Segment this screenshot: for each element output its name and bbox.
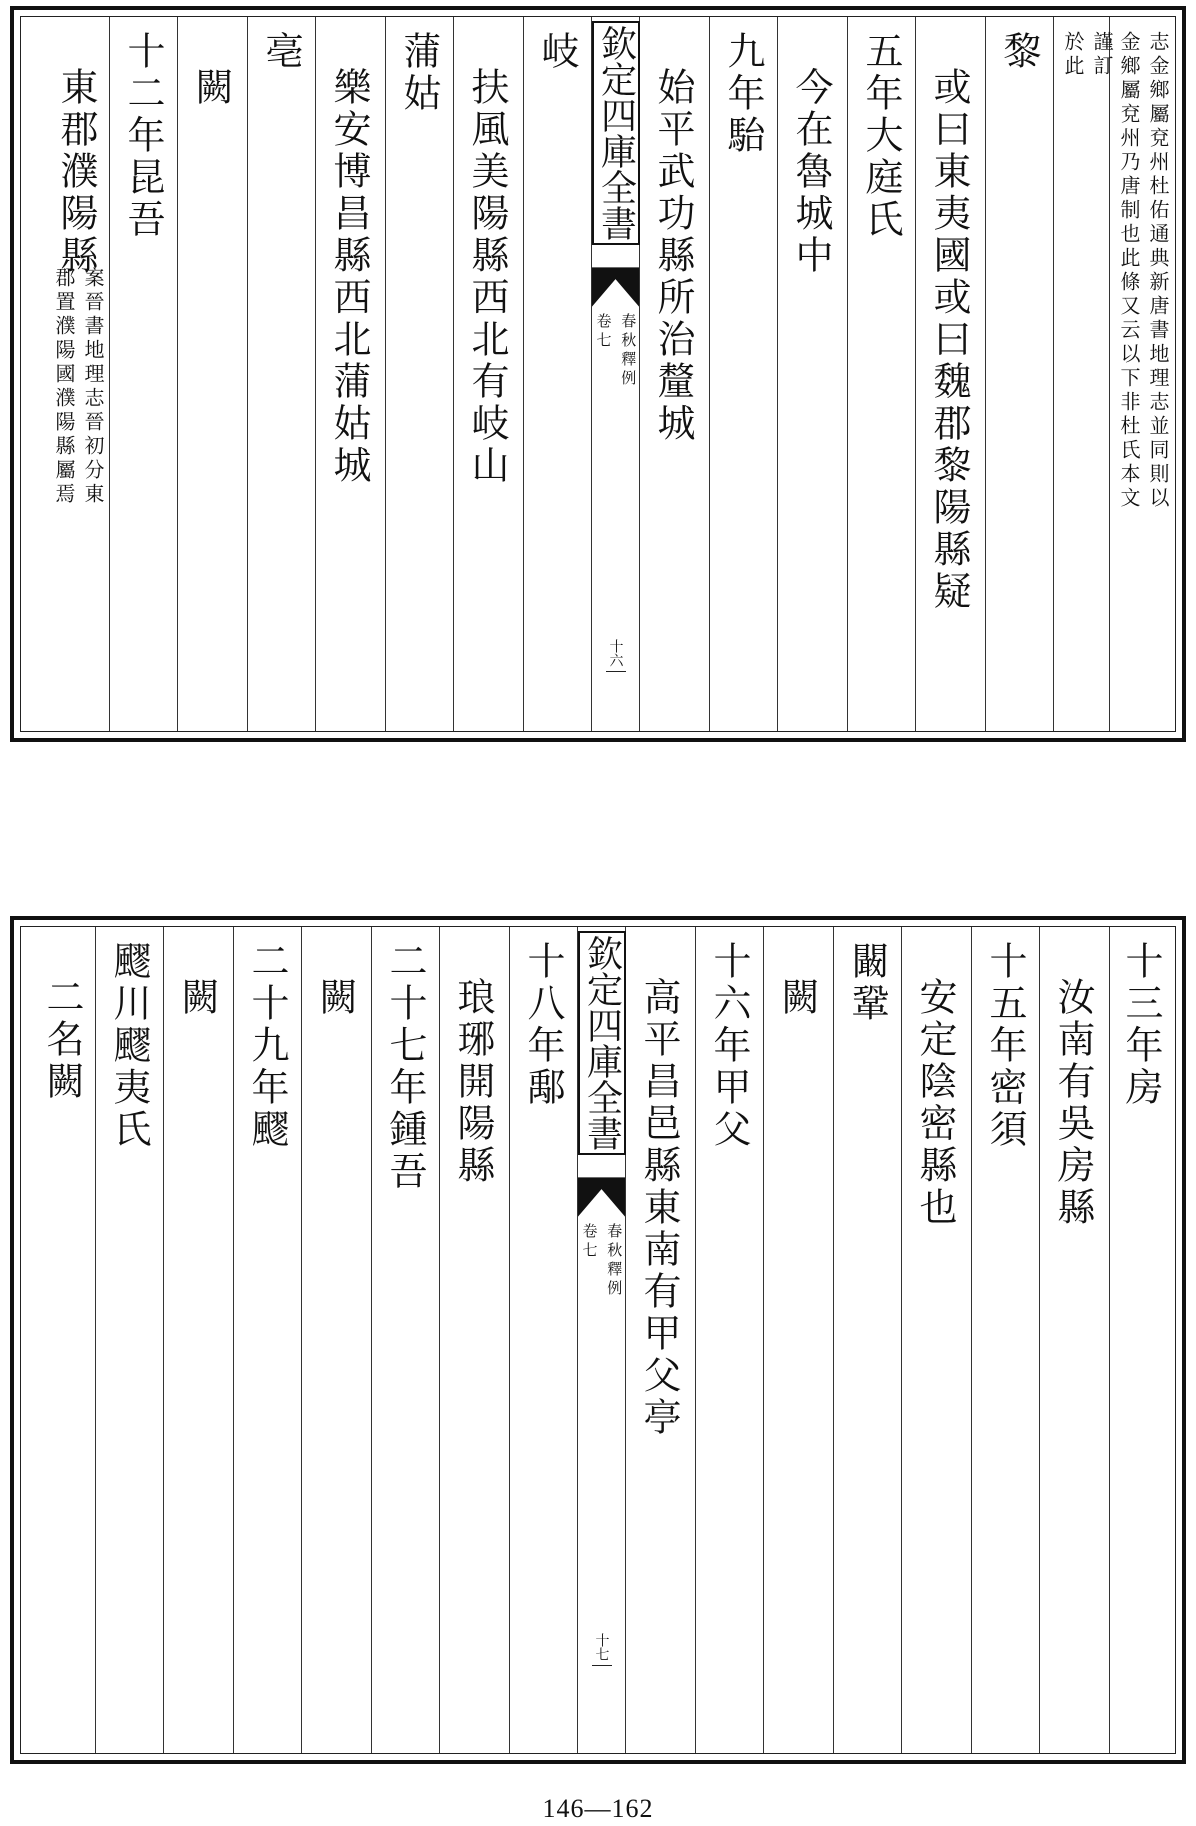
center-gutter [591, 17, 639, 731]
entry-heading: 亳 [259, 31, 303, 73]
text-column [233, 927, 301, 1753]
text-column [763, 927, 833, 1753]
entry-note: 闕 [775, 977, 819, 1019]
annotation-line: 金鄉屬兗州乃唐制也此條又云以下非杜氏本文 [1117, 31, 1141, 511]
annotation-line: 於此 [1061, 31, 1085, 79]
entry-heading: 黎 [997, 31, 1041, 73]
bottom-page [10, 916, 1186, 1764]
text-column [177, 17, 247, 731]
fish-tail-ornament [578, 1177, 625, 1217]
text-column [371, 927, 439, 1753]
annotation-line: 謹訂 [1090, 31, 1114, 79]
entry-heading: 十五年密須 [983, 941, 1027, 1151]
entry-heading: 十八年鄅 [521, 941, 565, 1109]
entry-note: 扶風美陽縣西北有岐山 [465, 67, 509, 487]
text-column [315, 17, 385, 731]
text-column [971, 927, 1039, 1753]
book-name: 春秋釋例 [605, 1223, 624, 1299]
entry-note: 或曰東夷國或曰魏郡黎陽縣疑 [927, 67, 971, 613]
entry-note: 琅琊開陽縣 [451, 977, 495, 1187]
entry-heading: 飂川飂夷氏 [107, 941, 151, 1151]
entry-heading: 二十九年飂 [245, 941, 289, 1151]
text-column [695, 927, 763, 1753]
text-column [439, 927, 509, 1753]
annotation-line: 郡置濮陽國濮陽縣屬焉 [52, 267, 76, 507]
folio-number: 十六 [606, 639, 626, 672]
entry-note: 今在魯城中 [789, 67, 833, 277]
top-page [10, 6, 1186, 742]
text-column [523, 17, 591, 731]
text-column [847, 17, 915, 731]
entry-heading: 二十七年鍾吾 [383, 941, 427, 1193]
entry-note: 汝南有吳房縣 [1051, 977, 1095, 1229]
entry-note: 東郡濮陽縣 [54, 67, 98, 277]
text-column [301, 927, 371, 1753]
text-column [509, 927, 577, 1753]
text-column [453, 17, 523, 731]
annotation-line: 案晉書地理志晉初分東 [81, 267, 105, 507]
text-column [95, 927, 163, 1753]
text-column [1039, 927, 1109, 1753]
entry-heading: 五年大庭氏 [859, 31, 903, 241]
entry-note: 闕 [189, 67, 233, 109]
entry-note: 樂安博昌縣西北蒲姑城 [327, 67, 371, 487]
entry-note: 闕 [313, 977, 357, 1019]
page-number: 146—162 [542, 1794, 654, 1823]
text-column [385, 17, 453, 731]
text-column [709, 17, 777, 731]
text-column [901, 927, 971, 1753]
text-column [21, 17, 109, 731]
bottom-page-columns [20, 926, 1176, 1754]
volume-label: 卷七 [594, 313, 613, 351]
text-column [833, 927, 901, 1753]
entry-heading: 十六年甲父 [707, 941, 751, 1151]
center-gutter [577, 927, 625, 1753]
entry-note: 二名闕 [40, 977, 84, 1103]
entry-note: 高平昌邑縣東南有甲父亭 [637, 977, 681, 1439]
entry-heading: 闞鞏 [845, 941, 889, 1025]
text-column [777, 17, 847, 731]
text-column [985, 17, 1053, 731]
entry-heading: 十二年昆吾 [121, 31, 165, 241]
text-column [21, 927, 95, 1753]
entry-note: 闕 [175, 977, 219, 1019]
fish-tail-ornament [592, 267, 639, 307]
entry-note: 始平武功縣所治釐城 [651, 67, 695, 445]
text-column [639, 17, 709, 731]
annotation-line: 志金鄉屬兗州杜佑通典新唐書地理志並同則以 [1146, 31, 1170, 511]
annotation-column [1053, 17, 1114, 731]
top-page-columns [20, 16, 1176, 732]
entry-heading: 蒲姑 [397, 31, 441, 115]
text-column [109, 17, 177, 731]
book-series-title: 欽定四庫全書 [592, 21, 640, 245]
entry-note: 安定陰密縣也 [913, 977, 957, 1229]
entry-heading: 十三年房 [1119, 941, 1163, 1109]
text-column [915, 17, 985, 731]
entry-heading: 九年駘 [721, 31, 765, 157]
folio-number: 十七 [592, 1633, 612, 1666]
text-column [247, 17, 315, 731]
entry-heading: 岐 [535, 31, 579, 73]
text-column [1109, 927, 1175, 1753]
book-series-title: 欽定四庫全書 [578, 931, 626, 1155]
text-column [163, 927, 233, 1753]
annotation-column [1109, 17, 1175, 731]
text-column [625, 927, 695, 1753]
volume-label: 卷七 [580, 1223, 599, 1261]
book-name: 春秋釋例 [619, 313, 638, 389]
